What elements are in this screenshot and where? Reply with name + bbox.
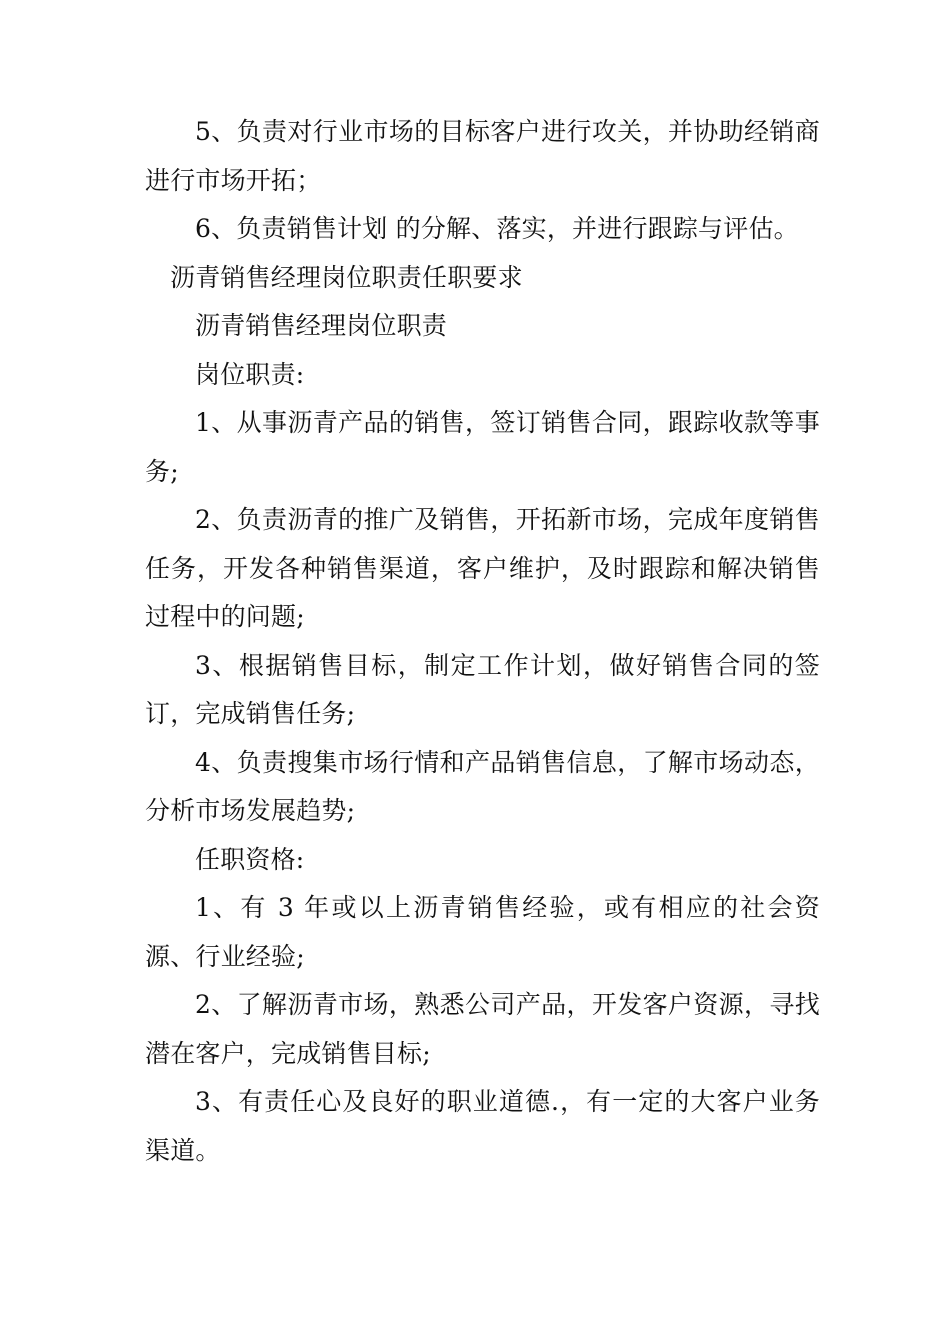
subsection-title: 沥青销售经理岗位职责 (195, 311, 448, 340)
section-heading: 沥青销售经理岗位职责任职要求 (170, 262, 523, 292)
qualification-item-1: 1、有 3 年或以上沥青销售经验，或有相应的社会资源、行业经验; (145, 893, 820, 971)
duties-label: 岗位职责: (195, 359, 305, 389)
duty-item-4: 4、负责搜集市场行情和产品销售信息，了解市场动态，分析市场发展趋势; (145, 747, 820, 825)
document-body (145, 108, 820, 1175)
duty-item-3: 3、根据销售目标，制定工作计划，做好销售合同的签订，完成销售任务; (145, 650, 820, 728)
duty-item-6: 6、负责销售计划 的分解、落实，并进行跟踪与评估。 (195, 214, 799, 243)
qualifications-label: 任职资格: (195, 844, 305, 874)
duty-item-1: 1、从事沥青产品的销售，签订销售合同，跟踪收款等事务; (145, 408, 820, 486)
duty-item-2: 2、负责沥青的推广及销售，开拓新市场，完成年度销售任务，开发各种销售渠道，客户维护，及时跟踪和解决销售过程中的问题; (145, 505, 820, 631)
qualification-item-2: 2、了解沥青市场，熟悉公司产品，开发客户资源，寻找潜在客户，完成销售目标; (145, 990, 820, 1068)
duty-item-5: 5、负责对行业市场的目标客户进行攻关，并协助经销商进行市场开拓； (145, 117, 820, 195)
qualification-item-3: 3、有责任心及良好的职业道德.，有一定的大客户业务渠道。 (145, 1087, 820, 1165)
